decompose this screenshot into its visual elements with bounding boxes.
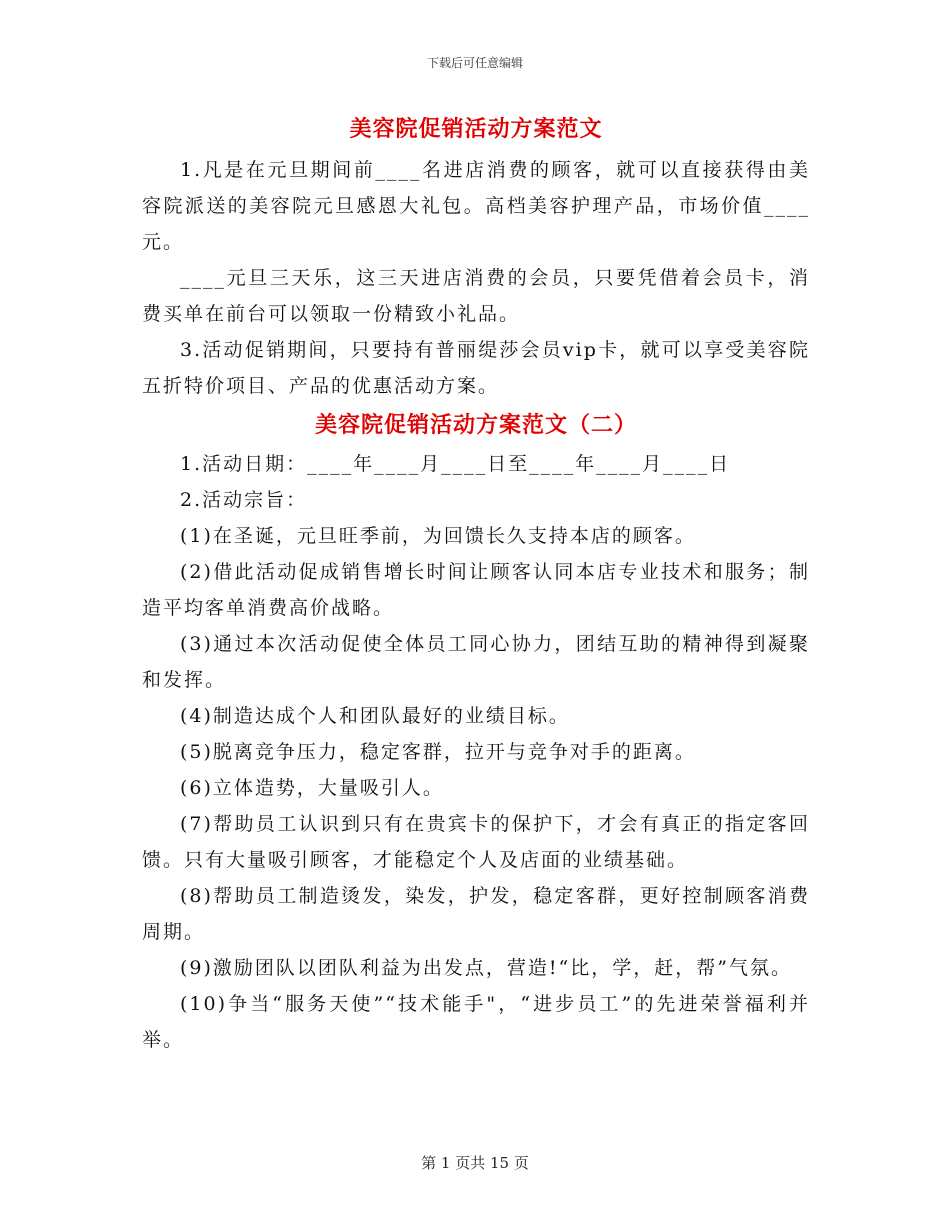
paragraph: (3)通过本次活动促使全体员工同心协力，团结互助的精神得到凝聚和发挥。 (142, 633, 810, 691)
paragraph: ____元旦三天乐，这三天进店消费的会员，只要凭借着会员卡，消费买单在前台可以领取一份精致小礼品。 (142, 267, 810, 325)
paragraph: (1)在圣诞，元旦旺季前，为回馈长久支持本店的顾客。 (180, 525, 696, 547)
paragraph: 1.凡是在元旦期间前____名进店消费的顾客，就可以直接获得由美容院派送的美容院元旦感恩大礼包。高档美容护理产品，市场价值____元。 (142, 159, 810, 253)
page-footer: 第 1 页共 15 页 (421, 1154, 529, 1172)
section-title-2: 美容院促销活动方案范文（二） (314, 412, 637, 438)
paragraph: (4)制造达成个人和团队最好的业绩目标。 (180, 705, 570, 727)
paragraph: (5)脱离竞争压力，稳定客群，拉开与竞争对手的距离。 (180, 741, 696, 763)
section-title-1: 美容院促销活动方案范文 (349, 116, 603, 142)
paragraph: (8)帮助员工制造烫发，染发，护发，稳定客群，更好控制顾客消费周期。 (142, 885, 810, 943)
paragraph: (9)激励团队以团队利益为出发点，营造!“比，学，赶，帮”气氛。 (180, 957, 792, 979)
paragraph: (10)争当“服务天使”“技术能手"，“进步员工”的先进荣誉福利并举。 (142, 993, 810, 1051)
paragraph: 2.活动宗旨： (180, 489, 308, 511)
paragraph: (7)帮助员工认识到只有在贵宾卡的保护下，才会有真正的指定客回馈。只有大量吸引顾客，才能稳定个人及店面的业绩基础。 (142, 813, 810, 871)
paragraph: (6)立体造势，大量吸引人。 (180, 777, 444, 799)
page-header: 下载后可任意编辑 (426, 56, 523, 70)
paragraph: 1.活动日期：____年____月____日至____年____月____日 (180, 453, 731, 475)
document-body (142, 110, 810, 1058)
paragraph: 3.活动促销期间，只要持有普丽缇莎会员vip卡，就可以享受美容院五折特价项目、产品的优惠活动方案。 (142, 339, 810, 397)
paragraph: (2)借此活动促成销售增长时间让顾客认同本店专业技术和服务；制造平均客单消费高价战略。 (142, 561, 810, 619)
